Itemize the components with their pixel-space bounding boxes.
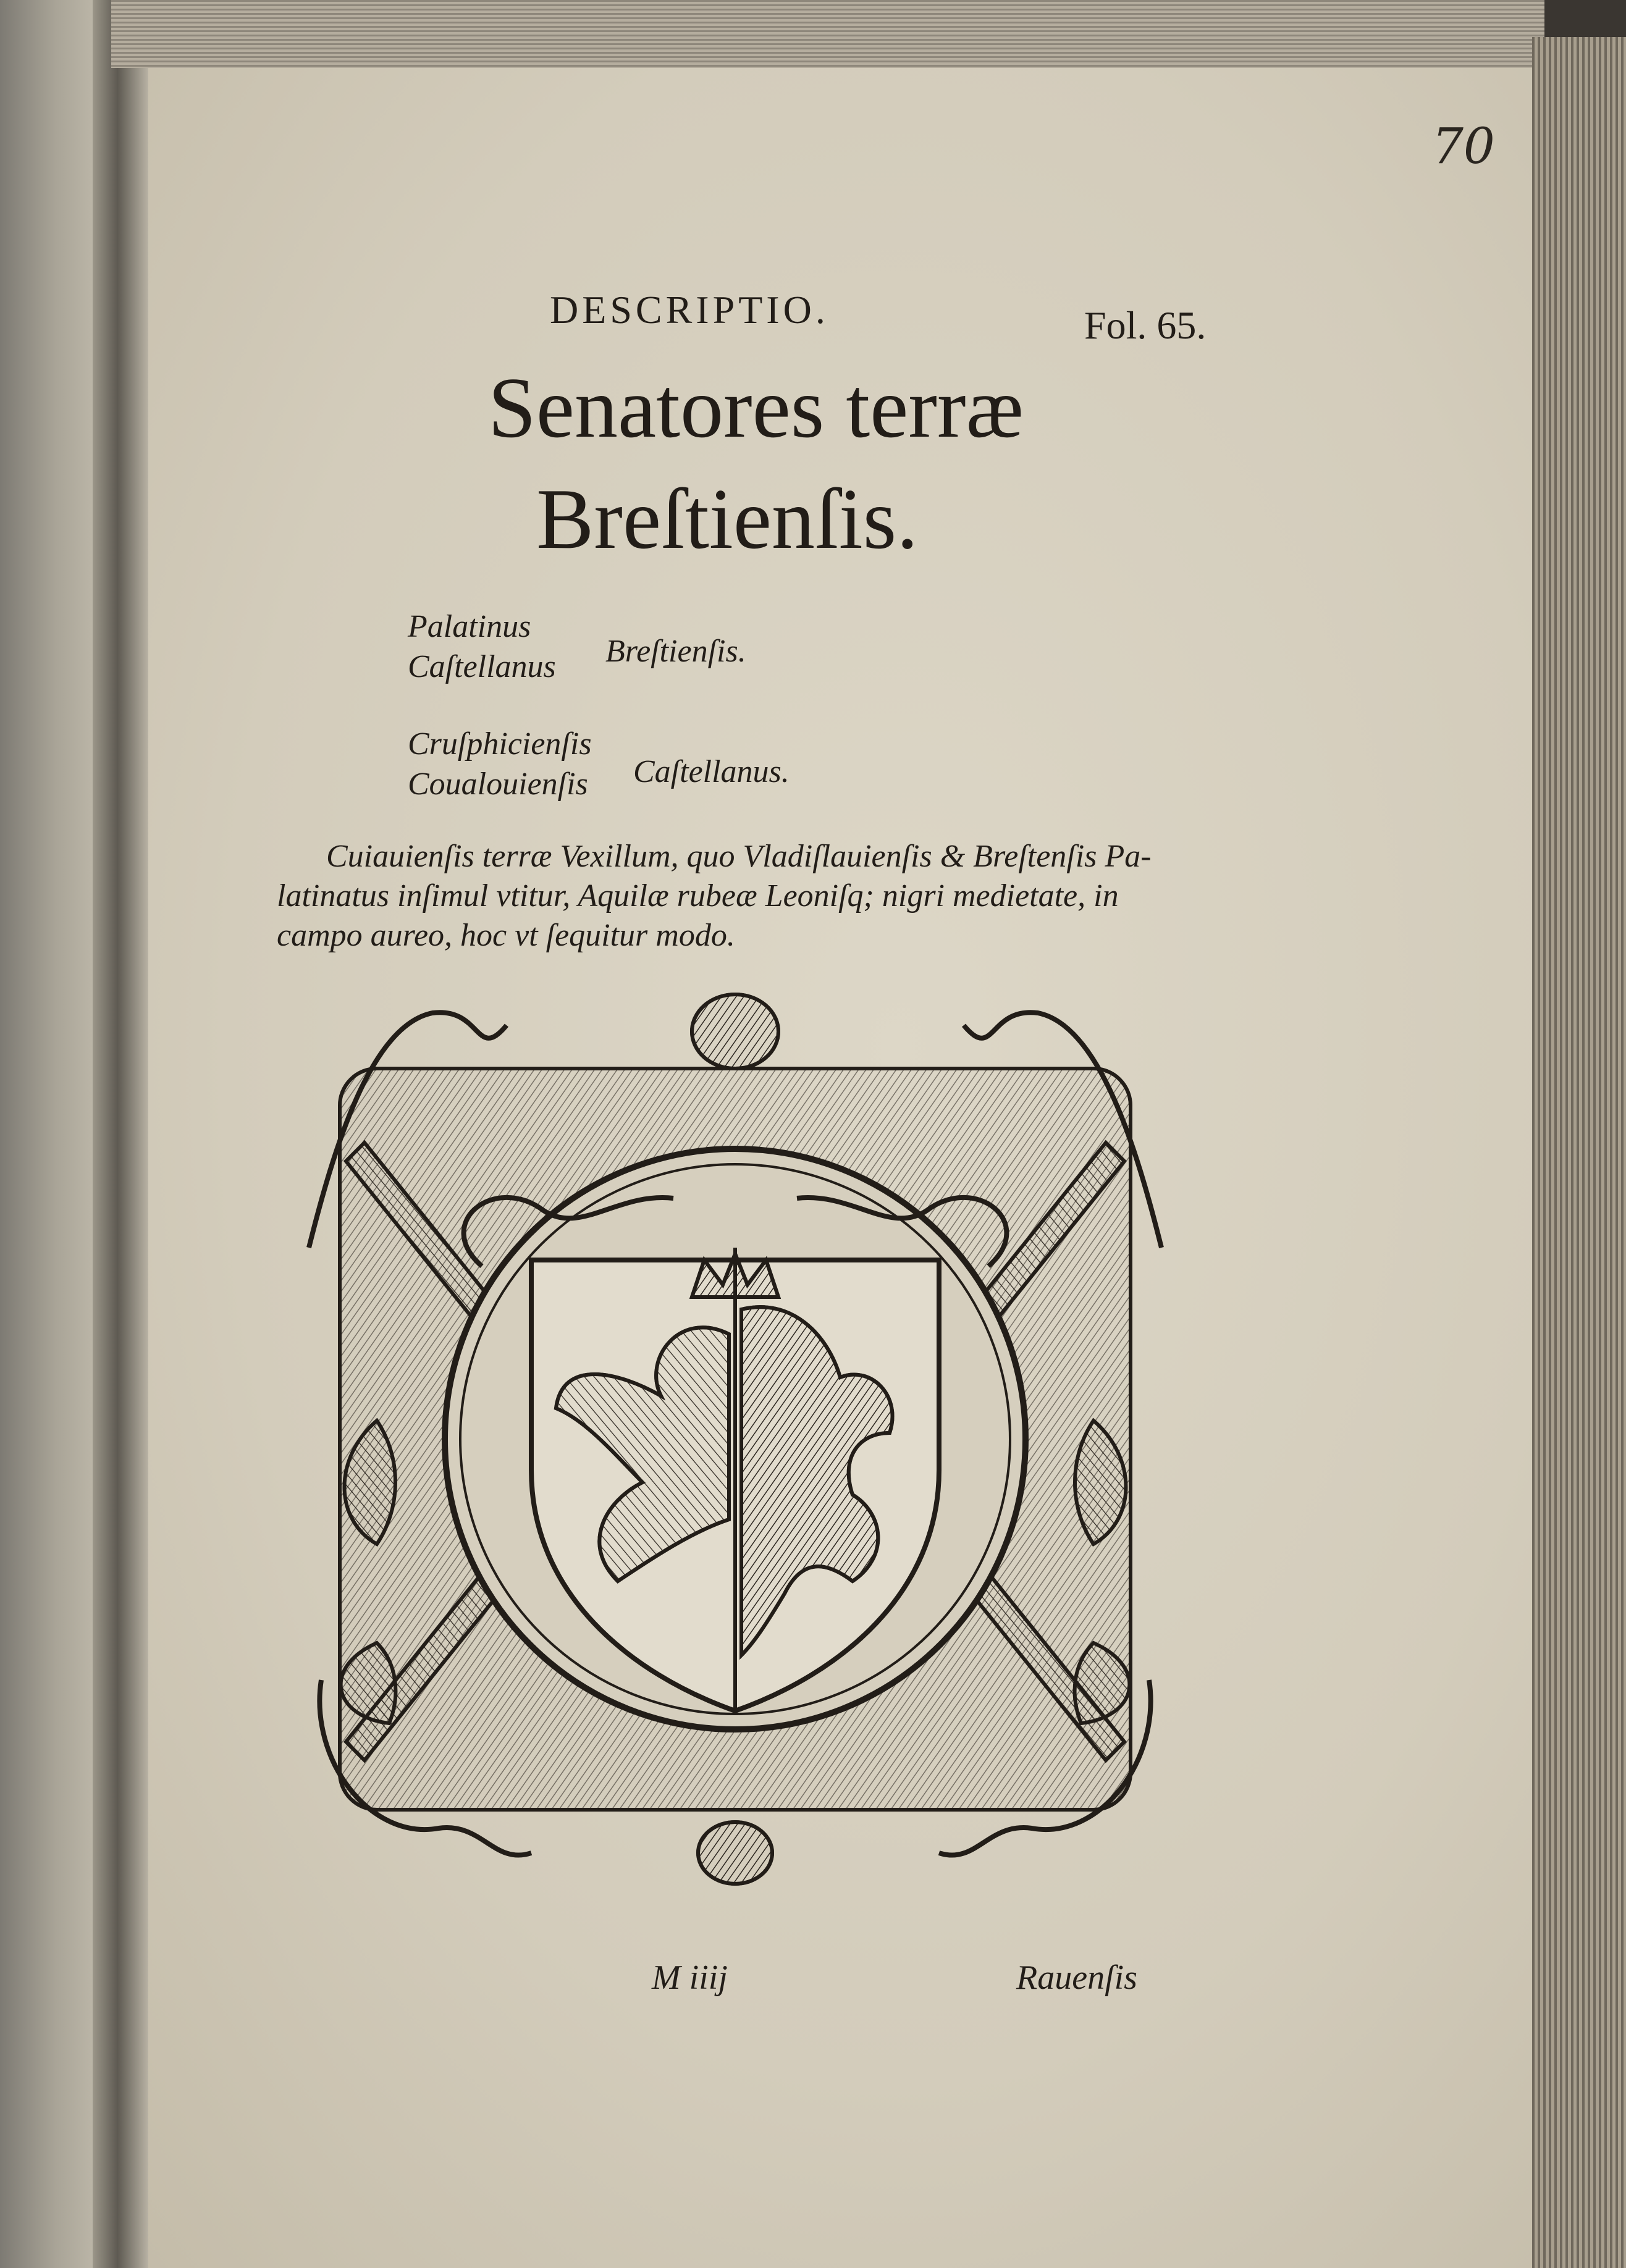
signature-mark: M iiij	[652, 1959, 728, 1997]
page-title-line-1: Senatores terræ	[488, 360, 1024, 456]
running-head: DESCRIPTIO.	[550, 288, 829, 332]
office-castellanus: Caſtellanus	[408, 649, 556, 684]
description-line: Cuiauienſis terræ Vexillum, quo Vladiſlauienſis & Breſtenſis Pa-	[326, 839, 1152, 874]
office-castellanus-2: Caſtellanus.	[633, 754, 790, 789]
description-paragraph	[277, 837, 1228, 956]
description-line: campo aureo, hoc vt ſequitur modo.	[277, 918, 735, 953]
place-brestiensis: Breſtienſis.	[605, 634, 746, 669]
handwritten-folio-number: 70	[1432, 117, 1495, 175]
catchword: Rauenſis	[1016, 1959, 1137, 1997]
place-coualouiensis: Coualouienſis	[408, 766, 588, 802]
page-title-line-2: Breſtienſis.	[536, 471, 919, 567]
page-fore-edges	[1532, 37, 1626, 2268]
book-gutter	[93, 0, 148, 2268]
description-line: latinatus inſimul vtitur, Aquilæ rubeæ Leoniſq; nigri medietate, in	[277, 878, 1119, 914]
printed-folio: Fol. 65.	[1084, 303, 1207, 347]
office-palatinus: Palatinus	[408, 609, 531, 644]
page-top-edges	[111, 0, 1544, 68]
coat-of-arms-woodcut	[297, 988, 1174, 1890]
place-cruspiciensis: Cruſphicienſis	[408, 726, 592, 762]
